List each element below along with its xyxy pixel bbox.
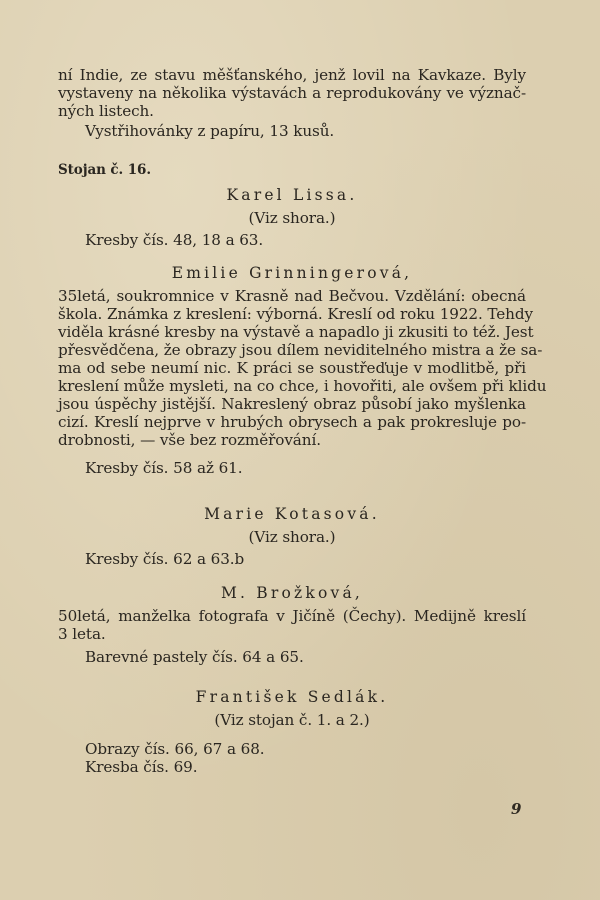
entry-karel-lissa [58, 186, 526, 204]
entry-emilie-description [58, 287, 547, 449]
intro-paragraph [58, 66, 526, 120]
text-line: přesvědčena, že obrazy jsou dílem neviditelného mistra a že sa- [58, 341, 543, 359]
works-line: Kresby čís. 62 a 63.b [85, 550, 245, 568]
entry-note: (Viz shora.) [248, 528, 336, 546]
stand-label: Stojan č. 16. [58, 162, 151, 178]
entry-name: Emilie Grinningerová, [171, 264, 413, 282]
entry-frantisek-sedlak [58, 688, 526, 706]
text-line: jsou úspěchy jistější. Nakreslený obraz působí jako myšlenka [58, 395, 526, 413]
text-line: škola. Známka z kreslení: výborná. Kreslí od roku 1922. Tehdy [58, 305, 533, 323]
items-line: Vystřihovánky z papíru, 13 kusů. [85, 122, 335, 140]
text-line: 35letá, soukromnice v Krasně nad Bečvou. Vzdělání: obecná [58, 287, 526, 305]
stand-heading [58, 161, 526, 179]
entry-karel-lissa-note [58, 209, 526, 227]
entry-name: Marie Kotasová. [204, 505, 380, 523]
entry-emilie-works [58, 459, 526, 477]
works-line: Obrazy čís. 66, 67 a 68. [85, 740, 265, 758]
entry-note: (Viz stojan č. 1. a 2.) [214, 711, 370, 729]
text-line: 3 leta. [58, 625, 106, 643]
entry-frantisek-sedlak-works [58, 740, 526, 776]
text-line: ných listech. [58, 102, 154, 120]
text-line: kreslení může mysleti, na co chce, i hovořiti, ale ovšem při klidu [58, 377, 547, 395]
entry-m-brozkova-works [58, 648, 526, 666]
works-line: Kresba čís. 69. [85, 758, 198, 776]
entry-name: Karel Lissa. [226, 186, 358, 204]
entry-m-brozkova-description [58, 607, 526, 643]
entry-m-brozkova [58, 584, 526, 602]
entry-karel-lissa-works [58, 231, 526, 249]
entry-name: M. Brožková, [220, 584, 364, 602]
entry-name: František Sedlák. [195, 688, 389, 706]
entry-emilie-grinningerova [58, 264, 526, 282]
text-line: cizí. Kreslí nejprve v hrubých obrysech a pak prokresluje po- [58, 413, 526, 431]
works-line: Kresby čís. 58 až 61. [85, 459, 243, 477]
text-line: 50letá, manželka fotografa v Jičíně (Čechy). Medijně kreslí [58, 607, 526, 625]
works-line: Kresby čís. 48, 18 a 63. [85, 231, 264, 249]
text-line: ma od sebe neumí nic. K práci se soustřeďuje v modlitbě, při [58, 359, 526, 377]
entry-marie-kotasova-note [58, 528, 526, 546]
entry-marie-kotasova-works [58, 550, 526, 568]
text-line: drobnosti, — vše bez rozměřování. [58, 431, 321, 449]
page-number: 9 [511, 800, 522, 818]
entry-note: (Viz shora.) [248, 209, 336, 227]
works-line: Barevné pastely čís. 64 a 65. [85, 648, 304, 666]
intro-items [58, 122, 526, 140]
entry-marie-kotasova [58, 505, 526, 523]
text-line: viděla krásné kresby na výstavě a napadlo ji zkusiti to též. Jest [58, 323, 534, 341]
entry-frantisek-sedlak-note [58, 711, 526, 729]
text-line: vystaveny na několika výstavách a reprodukovány ve význač- [58, 84, 526, 102]
text-line: ní Indie, ze stavu měšťanského, jenž lovil na Kavkaze. Byly [58, 66, 526, 84]
